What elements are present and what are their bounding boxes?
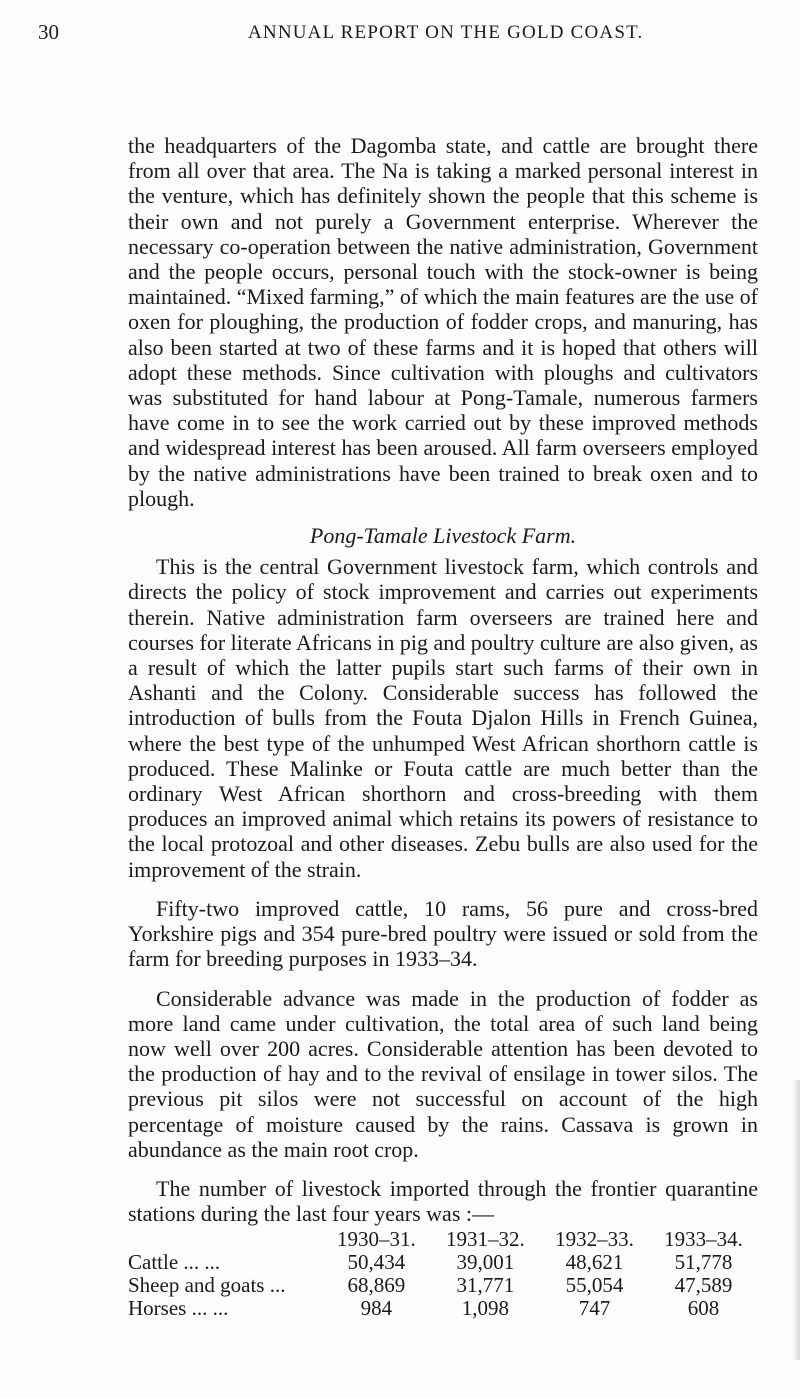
table-cell: 51,778 bbox=[674, 1250, 733, 1275]
table-row-label: Horses ... ... bbox=[128, 1296, 229, 1321]
table-cell: 47,589 bbox=[674, 1273, 733, 1298]
paragraph-dagomba: the headquarters of the Dagomba state, and cattle are brought there from all over that area. The Na is taking a marked personal interest in the venture, which has definitely shown the people that this scheme is their own and not purely a Government enterprise. Wherever the necessary co-operation between the native administration, Government and the people occurs, personal touch with the stock-owner is being maintained. “Mixed farming,” of which the main features are the use of oxen for ploughing, the production of fodder crops, and manuring, has also been started at two of these farms and it is hoped that others will adopt these methods. Since cultivation with ploughs and cultivators was substituted for hand labour at Pong-Tamale, numerous farmers have come in to see the work carried out by these improved methods and widespread interest has been aroused. All farm overseers employed by the native administrations have been trained to break oxen and to plough. bbox=[128, 133, 758, 511]
table-cell: 48,621 bbox=[565, 1250, 624, 1275]
table-cell: 984 bbox=[360, 1296, 393, 1321]
table-cell: 55,054 bbox=[565, 1273, 624, 1298]
table-cell: 50,434 bbox=[347, 1250, 406, 1275]
paragraph-central-farm: This is the central Government livestock farm, which controls and directs the policy of stock improvement and carries out experiments therein. Native administration farm overseers are trained here and courses for literate Africans in pig and poultry culture are also given, as a result of which the latter pupils start such farms of their own in Ashanti and the Colony. Considerable success has followed the introduction of bulls from the Fouta Djalon Hills in French Guinea, where the best type of the unhumped West African shorthorn cattle is produced. These Malinke or Fouta cattle are much better than the ordinary West African shorthorn and cross-breeding with them produces an improved animal which retains its powers of resistance to the local protozoal and other diseases. Zebu bulls are also used for the improvement of the strain. bbox=[128, 554, 758, 882]
page-header bbox=[38, 20, 740, 50]
table-row-sheep-goats bbox=[128, 1274, 758, 1297]
table-cell: 68,869 bbox=[347, 1273, 406, 1298]
section-heading: Pong-Tamale Livestock Farm. bbox=[309, 523, 577, 549]
table-row-label: Sheep and goats ... bbox=[128, 1273, 286, 1298]
table-year-header: 1932–33. bbox=[555, 1227, 634, 1252]
table-row-horses bbox=[128, 1297, 758, 1320]
running-head: ANNUAL REPORT ON THE GOLD COAST. bbox=[248, 22, 644, 43]
table-row-label: Cattle ... ... bbox=[128, 1250, 221, 1275]
page-edge-shadow bbox=[792, 1080, 800, 1360]
livestock-import-table bbox=[128, 1228, 758, 1320]
table-year-header: 1930–31. bbox=[337, 1227, 416, 1252]
table-cell: 39,001 bbox=[456, 1250, 515, 1275]
paragraph-fodder: Considerable advance was made in the production of fodder as more land came under cultivation, the total area of such land being now well over 200 acres. Considerable attention has been devoted to the production of hay and to the revival of ensilage in tower silos. The previous pit silos were not successful on account of the high percentage of moisture caused by the rains. Cassava is grown in abundance as the main root crop. bbox=[128, 985, 758, 1162]
page-body bbox=[128, 133, 758, 1320]
table-corner-cell bbox=[128, 1228, 322, 1251]
table-year-header: 1931–32. bbox=[446, 1227, 525, 1252]
table-cell: 31,771 bbox=[456, 1273, 515, 1298]
table-row-cattle bbox=[128, 1251, 758, 1274]
table-header-row bbox=[128, 1228, 758, 1251]
table-year-header: 1933–34. bbox=[664, 1227, 743, 1252]
table-cell: 608 bbox=[687, 1296, 720, 1321]
table-cell: 747 bbox=[578, 1296, 611, 1321]
paragraph-livestock-imports: The number of livestock imported through the frontier quarantine stations during the last four years was :— bbox=[128, 1175, 758, 1227]
paragraph-stock-issued: Fifty-two improved cattle, 10 rams, 56 pure and cross-bred Yorkshire pigs and 354 pure-bred poultry were issued or sold from the farm for breeding purposes in 1933–34. bbox=[128, 895, 758, 972]
table-cell: 1,098 bbox=[461, 1296, 510, 1321]
page-number: 30 bbox=[38, 20, 59, 44]
